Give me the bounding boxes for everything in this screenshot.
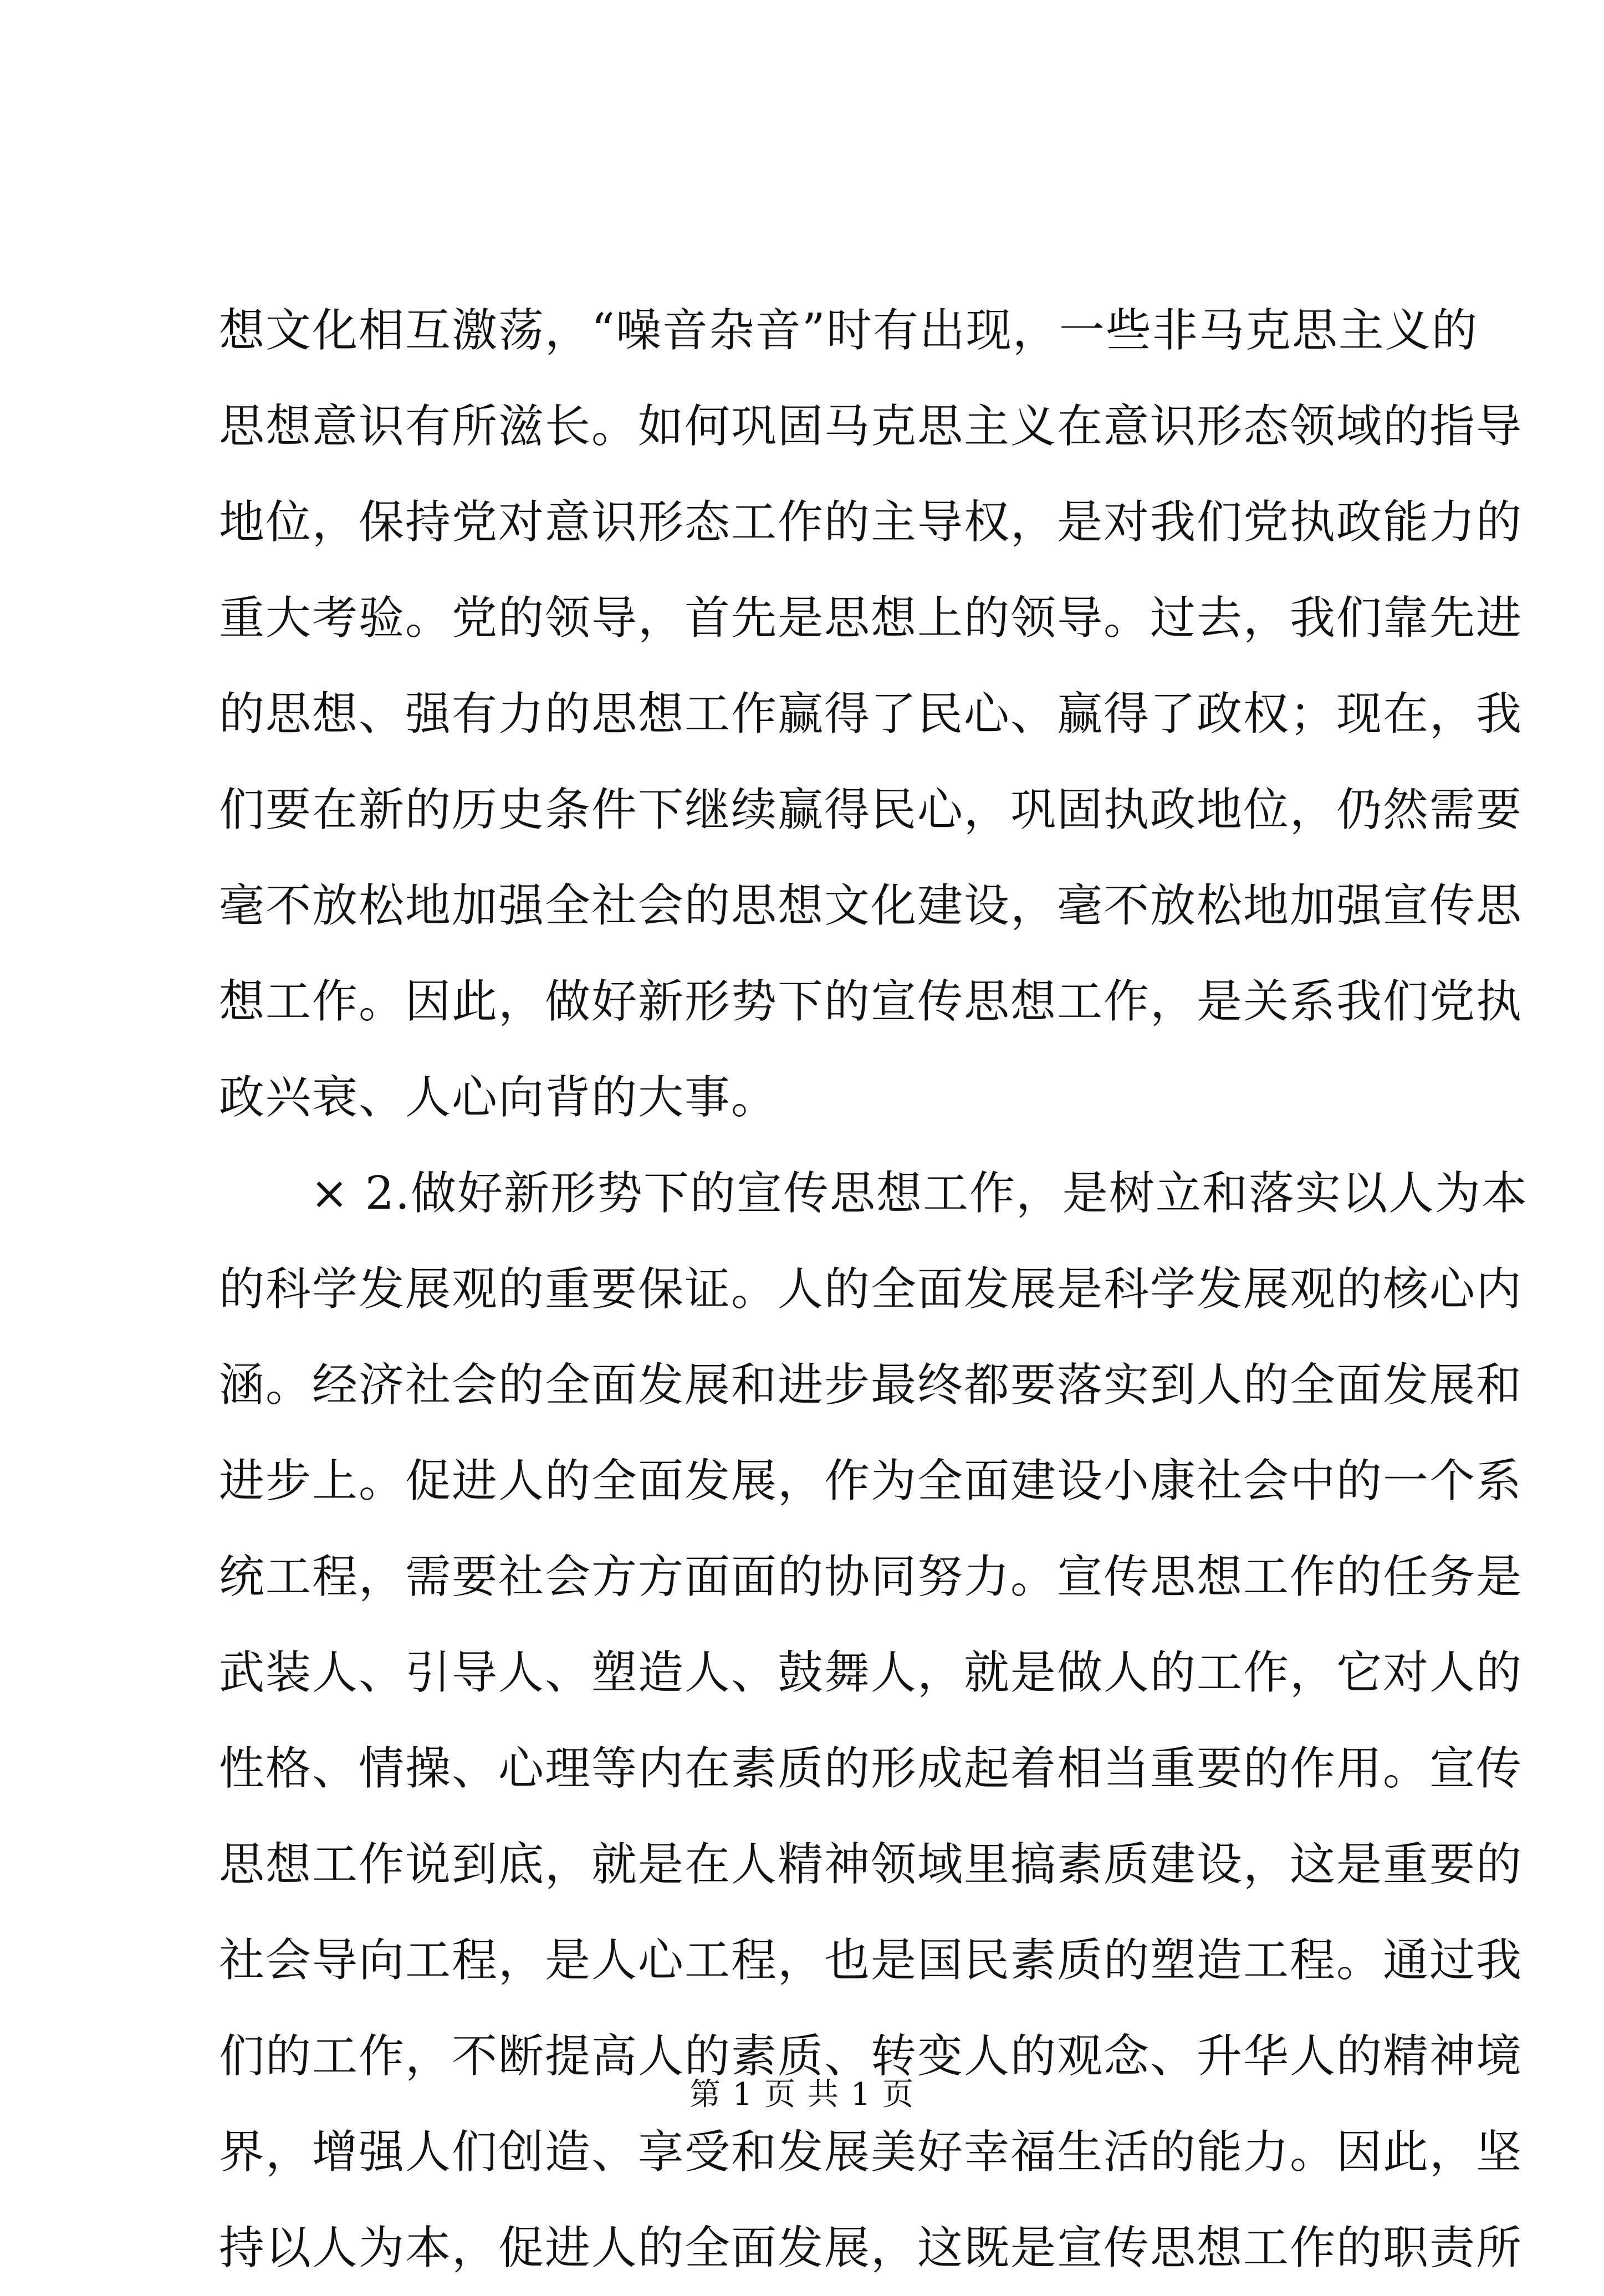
text-line: 界，增强人们创造、享受和发展美好幸福生活的能力。因此，坚 [219, 2126, 1523, 2179]
text-line: 统工程，需要社会方方面面的协同努力。宣传思想工作的任务是 [219, 1551, 1523, 1603]
text-line: 想工作。因此，做好新形势下的宣传思想工作，是关系我们党执 [219, 975, 1523, 1028]
text-line: 地位，保持党对意识形态工作的主导权，是对我们党执政能力的 [219, 496, 1523, 549]
text-line: 毫不放松地加强全社会的思想文化建设，毫不放松地加强宣传思 [219, 879, 1523, 932]
paragraph-2 [219, 1146, 1529, 2296]
text-line: × 2.做好新形势下的宣传思想工作，是树立和落实以人为本 [310, 1167, 1529, 1220]
text-line: 进步上。促进人的全面发展，作为全面建设小康社会中的一个系 [219, 1455, 1523, 1507]
text-line: 重大考验。党的领导，首先是思想上的领导。过去，我们靠先进 [219, 592, 1523, 645]
text-line: 思想意识有所滋长。如何巩固马克思主义在意识形态领域的指导 [219, 400, 1523, 453]
text-line: 们要在新的历史条件下继续赢得民心，巩固执政地位，仍然需要 [219, 784, 1523, 836]
text-line: 政兴衰、人心向背的大事。 [219, 1071, 778, 1124]
text-line: 性格、情操、心理等内在素质的形成起着相当重要的作用。宣传 [219, 1742, 1523, 1795]
text-line: 想文化相互激荡，“噪音杂音”时有出现，一些非马克思主义的 [219, 304, 1478, 357]
document-body [219, 283, 1529, 2296]
text-line: 们的工作，不断提高人的素质、转变人的观念、升华人的精神境 [219, 2030, 1523, 2083]
page-number-footer: 第 1 页 共 1 页 [689, 2077, 915, 2113]
text-line: 社会导向工程，是人心工程，也是国民素质的塑造工程。通过我 [219, 1934, 1523, 1987]
text-line: 的科学发展观的重要保证。人的全面发展是科学发展观的核心内 [219, 1263, 1523, 1316]
text-line: 武装人、引导人、塑造人、鼓舞人，就是做人的工作，它对人的 [219, 1646, 1523, 1699]
text-line: 持以人为本，促进人的全面发展，这既是宣传思想工作的职责所 [219, 2222, 1523, 2274]
text-line: 涵。经济社会的全面发展和进步最终都要落实到人的全面发展和 [219, 1359, 1523, 1412]
paragraph-1 [219, 283, 1523, 1146]
text-line: 的思想、强有力的思想工作赢得了民心、赢得了政权；现在，我 [219, 688, 1523, 740]
text-line: 思想工作说到底，就是在人精神领域里搞素质建设，这是重要的 [219, 1838, 1523, 1891]
